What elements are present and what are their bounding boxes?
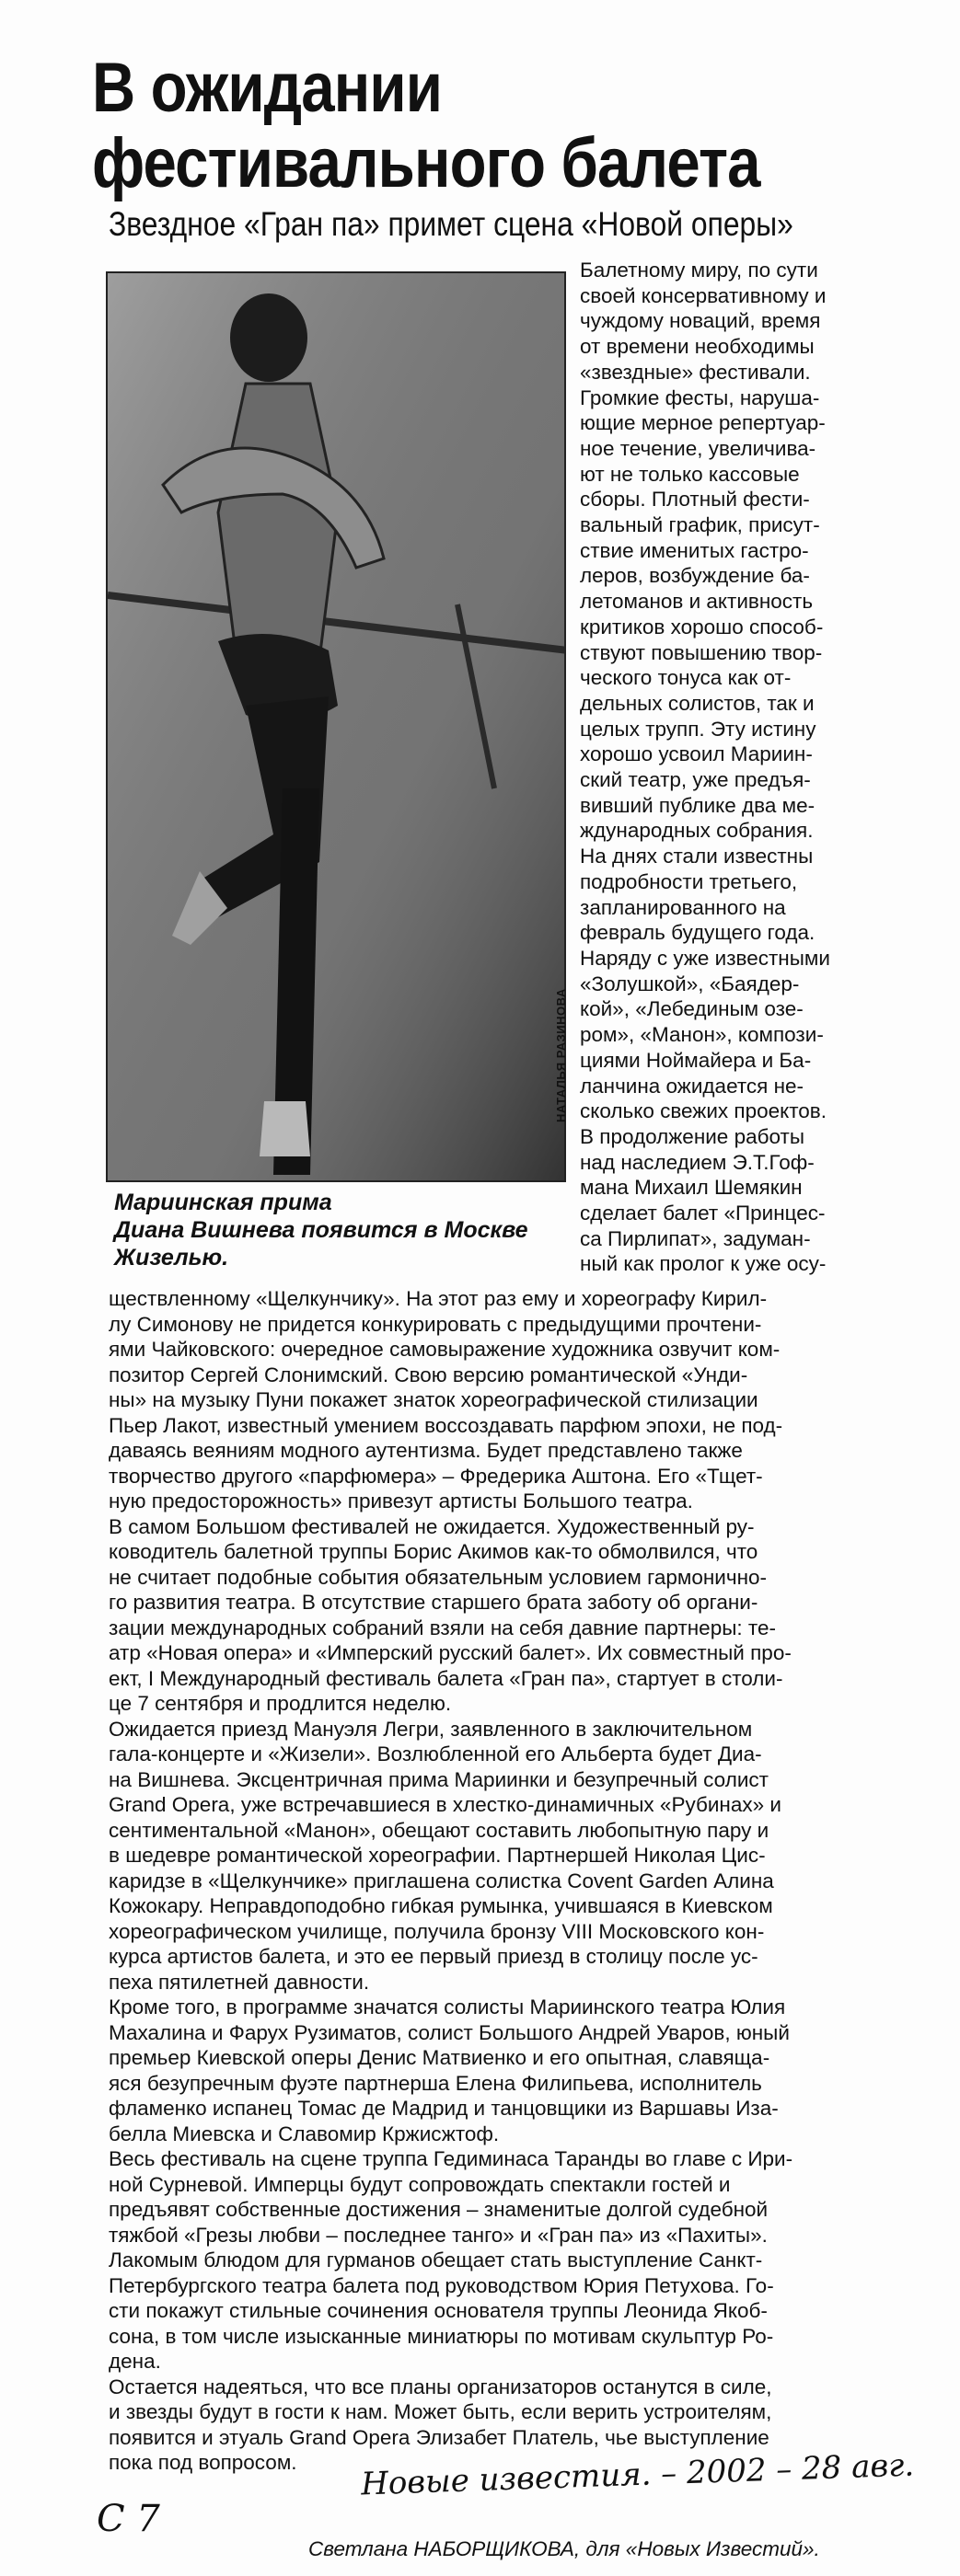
handwritten-source-note: Новые известия. – 2002 – 28 авг.: [360, 2446, 915, 2503]
author-signature: Светлана НАБОРЩИКОВА, для «Новых Известий».: [308, 2537, 820, 2560]
ballerina-photo: [106, 271, 566, 1182]
page-mark: С 7: [97, 2498, 160, 2540]
headline: В ожидании фестивального балета: [92, 49, 760, 202]
ballerina-figure-illustration: [108, 273, 566, 1182]
subheadline: Звездное «Гран па» примет сцена «Новой оперы»: [109, 205, 793, 243]
photo-credit: НАТАЛЬЯ РАЗИНОВА: [554, 988, 568, 1122]
article-column-text: Балетному миру, по сути своей консервативному и чуждому новаций, время от времени необходимы «звездные» фестивали. Громкие фесты, наруша- ющие мерное репертуар- ное течение, увеличива- ют не только кассовые сборы. Плотный фести- вальный график, присут- ствие именитых гастро- леров, возбуждение ба- летоманов и активность критиков хорошо способ- ствуют повышению твор- ческого тонуса как от- дельных солистов, так и целых трупп. Эту истину хорошо усвоил Мариин- ский театр, уже предъя- вивший публике два ме- ждународных собрания. На днях стали известны подробности третьего, запланированного на февраль будущего года. Наряду с уже известными «Золушкой», «Баядер- кой», «Лебединым озе- ром», «Манон», компози- циями Ноймайера и Ба- ланчина ожидается не- сколько свежих проектов. В продолжение работы над наследием Э.Т.Гоф- мана Михаил Шемякин сделает балет «Принцес- са Пирлипат», задуман- ный как пролог к уже осу-: [580, 259, 830, 1276]
article-body-text: ществленному «Щелкунчику». На этот раз ему и хореографу Кирил- лу Симонову не придется конкурировать с предыдущими прочтени- ями Чайковского: очередное самовыражение художника озвучит ком- позитор Сергей Слонимский. Свою версию романтической «Унди- ны» на музыку Пуни покажет знаток хореографической стилизации Пьер Лакот, известный умением воссоздавать парфюм эпохи, не под- даваясь веяниям модного аутентизма. Будет представлено также творчество другого «парфюмера» – Фредерика Аштона. Его «Тщет- ную предосторожность» привезут артисты Большого театра. В самом Большом фестивалей не ожидается. Художественный ру- ководитель балетной труппы Борис Акимов как-то обмолвился, что не считает подобные события обязательным условием гармонично- го развития театра. В отсутствие старшего брата заботу об органи- зации международных собраний взяли на себя давние партнеры: те- атр «Новая опера» и «Имперский русский балет». Их совместный про- ект, I Международный фестиваль балета «Гран па», стартует в столи- це 7 сентября и продлится неделю. Ожидается приезд Мануэля Легри, заявленного в заключительном гала-концерте и «Жизели». Возлюбленной его Альберта будет Диа- на Вишнева. Эксцентричная прима Мариинки и безупречный солист Grand Opera, уже встречавшиеся в хлестко-динамичных «Рубинах» и сентиментальной «Манон», обещают составить любопытную пару и в шедевре романтической хореографии. Партнершей Николая Цис- каридзе в «Щелкунчике» приглашена солистка Covent Garden Алина Кожокару. Неправдоподобно гибкая румынка, учившаяся в Киевском хореографическом училище, получила бронзу VIII Московского кон- курса артистов балета, и это ее первый приезд в столицу после ус- пеха пятилетней давности. Кроме того, в программе значатся солисты Мариинского театра Юлия Махалина и Фарух Рузиматов, солист Большого Андрей Уваров, юный премьер Киевской оперы Денис Матвиенко и его опытная, славяща- яся безупречным фуэте партнерша Елена Филипьева, исполнитель фламенко испанец Томас де Мадрид и танцовщики из Варшавы Иза- белла Миевска и Славомир Кржисжтоф. Весь фестиваль на сцене труппа Гедиминаса Таранды во главе с Ири- ной Сурневой. Имперцы будут сопровождать спектакли гостей и предъявят собственные достижения – знаменитые долгой судебной тяжбой «Грезы любви – последнее танго» и «Гран па» из «Пахиты». Лакомым блюдом для гурманов обещает стать выступление Санкт- Петербургского театра балета под руководством Юрия Петухова. Го- сти покажут стильные сочинения основателя труппы Леонида Якоб- сона, в том числе изысканные миниатюры по мотивам скульптур Ро- дена. Остается надеяться, что все планы организаторов останутся в силе, и звезды будут в гости к нам. Может быть, если верить устроителям, появится и этуаль Grand Opera Элизабет Платель, чье выступление пока под вопросом.: [109, 1287, 793, 2474]
photo-caption: Мариинская прима Диана Вишнева появится в Москве Жизелью.: [114, 1190, 528, 1271]
